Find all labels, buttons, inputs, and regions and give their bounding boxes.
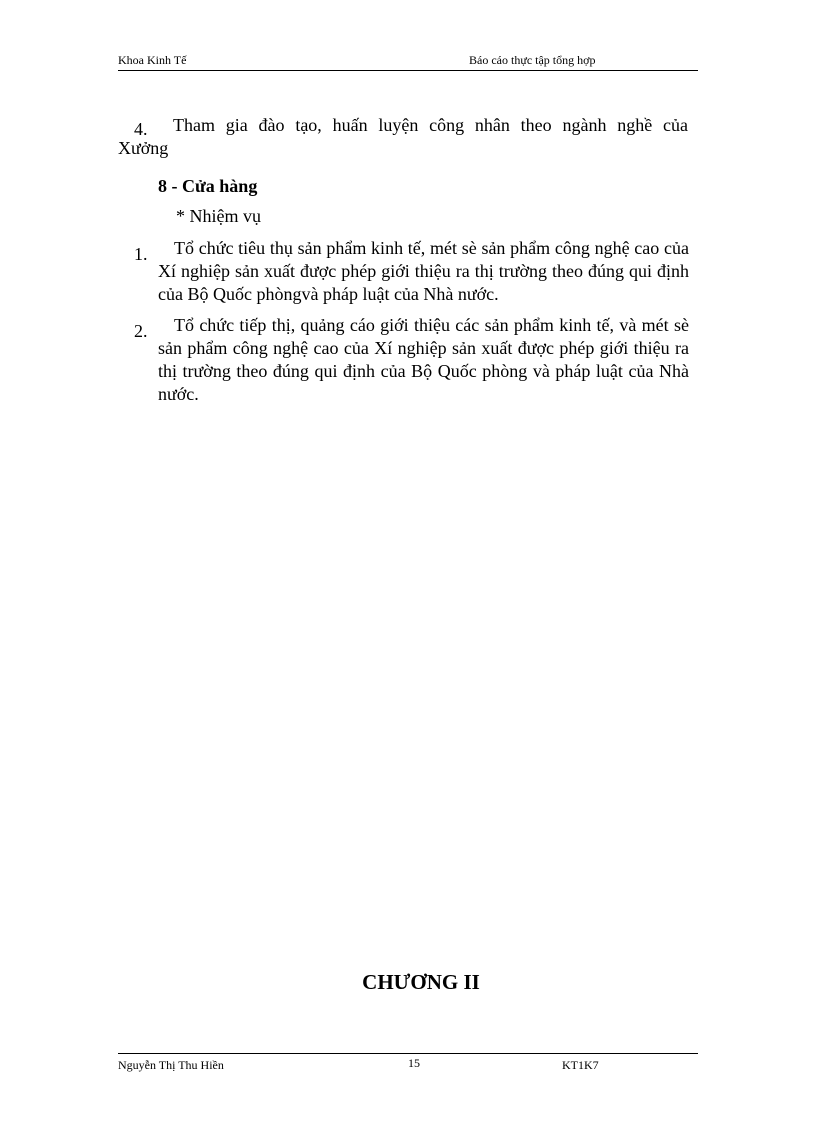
duty-item-text: Tổ chức tiêu thụ sản phẩm kinh tế, mét sè sản phẩm công nghệ cao của Xí nghiệp sản xuất được phép giới thiệu ra thị trường theo đúng qui định của Bộ Quốc phòngvà pháp luật của Nhà nước. <box>158 238 689 304</box>
list-item-4 <box>118 114 688 160</box>
footer-class: KT1K7 <box>562 1058 599 1072</box>
duty-item-2 <box>134 314 689 406</box>
duty-item-number: 2. <box>134 321 148 341</box>
section-heading: 8 - Cửa hàng <box>158 176 258 196</box>
chapter-heading: CHƯƠNG II <box>362 970 480 994</box>
duty-item-text: Tổ chức tiếp thị, quảng cáo giới thiệu các sản phẩm kinh tế, và mét sè sản phẩm công nghệ cao của Xí nghiệp sản xuất được phép giới thiệu ra thị trường theo đúng qui định của Bộ Quốc phòng và pháp luật của Nhà nước. <box>158 315 689 404</box>
list-item-text-line1: Tham gia đào tạo, huấn luyện công nhân theo ngành nghề của <box>173 115 688 135</box>
page-header <box>118 52 698 71</box>
footer-author: Nguyễn Thị Thu Hiền <box>118 1058 224 1072</box>
section-subheading: * Nhiệm vụ <box>176 206 261 226</box>
list-item-number: 4. <box>134 119 148 139</box>
page-number: 15 <box>408 1056 420 1070</box>
list-item-text-line2: Xưởng <box>118 138 169 158</box>
header-report-title: Báo cáo thực tập tổng hợp <box>469 53 596 67</box>
duty-item-1 <box>134 237 689 306</box>
duty-item-number: 1. <box>134 244 148 264</box>
header-faculty: Khoa Kinh Tế <box>118 53 187 67</box>
page-footer <box>118 1053 698 1074</box>
